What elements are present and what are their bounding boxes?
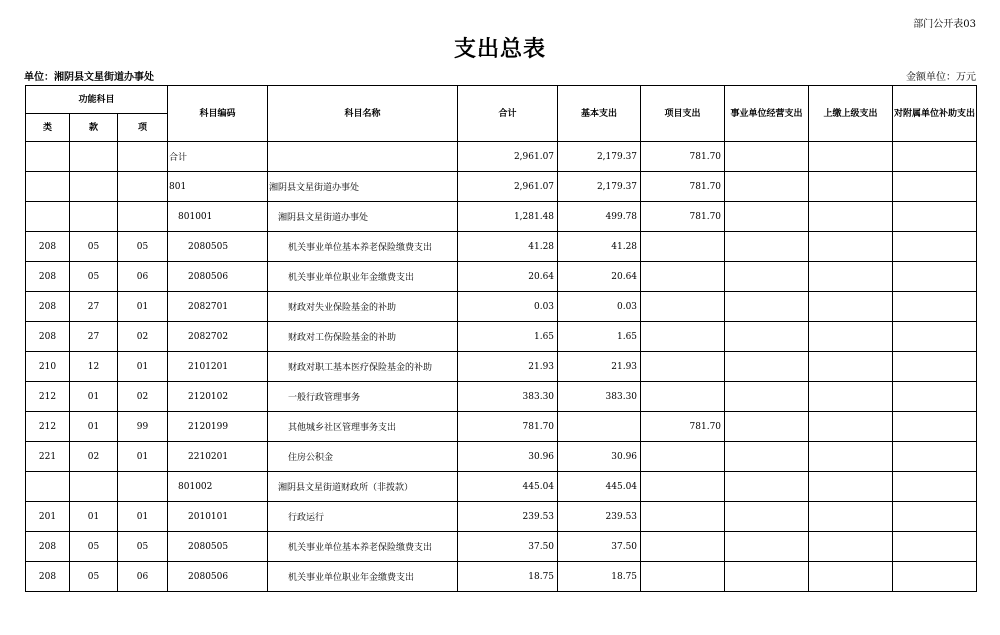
subsidy-cell xyxy=(893,562,977,592)
project-cell xyxy=(641,562,725,592)
basic-cell: 21.93 xyxy=(558,352,641,382)
basic-cell: 30.96 xyxy=(558,442,641,472)
kuan-cell: 02 xyxy=(70,442,118,472)
upper-cell xyxy=(809,262,893,292)
kuan-cell xyxy=(70,472,118,502)
lei-cell: 208 xyxy=(26,292,70,322)
business-cell xyxy=(725,232,809,262)
kuan-cell: 05 xyxy=(70,232,118,262)
total-cell: 383.30 xyxy=(458,382,558,412)
code-cell: 2080506 xyxy=(168,562,268,592)
basic-cell: 383.30 xyxy=(558,382,641,412)
code-cell: 2082701 xyxy=(168,292,268,322)
xiang-cell: 06 xyxy=(118,262,168,292)
form-number: 部门公开表03 xyxy=(913,19,976,30)
upper-cell xyxy=(809,202,893,232)
lei-cell: 208 xyxy=(26,262,70,292)
xiang-cell: 01 xyxy=(118,352,168,382)
page-title: 支出总表 xyxy=(453,37,546,62)
name-header: 科目名称 xyxy=(268,86,458,142)
lei-cell xyxy=(26,172,70,202)
total-cell: 1,281.48 xyxy=(458,202,558,232)
total-cell: 21.93 xyxy=(458,352,558,382)
upper-cell xyxy=(809,502,893,532)
xiang-cell: 05 xyxy=(118,232,168,262)
total-cell: 781.70 xyxy=(458,412,558,442)
func-subject-header: 功能科目 xyxy=(26,86,168,114)
expenditure-table xyxy=(25,85,977,592)
business-cell xyxy=(725,322,809,352)
table-header xyxy=(26,86,977,142)
name-cell: 湘阴县文星街道办事处 xyxy=(268,172,458,202)
xiang-cell: 02 xyxy=(118,382,168,412)
basic-cell: 1.65 xyxy=(558,322,641,352)
basic-cell: 2,179.37 xyxy=(558,142,641,172)
upper-cell xyxy=(809,472,893,502)
code-cell: 2080505 xyxy=(168,532,268,562)
table-row xyxy=(26,442,977,472)
name-cell: 机关事业单位基本养老保险缴费支出 xyxy=(268,532,458,562)
kuan-cell: 01 xyxy=(70,412,118,442)
kuan-cell xyxy=(70,202,118,232)
subsidy-cell xyxy=(893,412,977,442)
total-header: 合计 xyxy=(458,86,558,142)
project-cell xyxy=(641,532,725,562)
project-cell xyxy=(641,382,725,412)
business-cell xyxy=(725,262,809,292)
kuan-cell: 05 xyxy=(70,262,118,292)
name-cell: 财政对失业保险基金的补助 xyxy=(268,292,458,322)
name-cell: 财政对职工基本医疗保险基金的补助 xyxy=(268,352,458,382)
code-cell: 2120102 xyxy=(168,382,268,412)
name-cell: 湘阴县文星街道财政所（非拨款） xyxy=(268,472,458,502)
name-cell: 财政对工伤保险基金的补助 xyxy=(268,322,458,352)
business-cell xyxy=(725,292,809,322)
kuan-cell: 27 xyxy=(70,322,118,352)
subsidy-header: 对附属单位补助支出 xyxy=(893,86,977,142)
project-cell xyxy=(641,352,725,382)
subsidy-cell xyxy=(893,142,977,172)
table-row xyxy=(26,292,977,322)
project-cell xyxy=(641,232,725,262)
project-cell xyxy=(641,292,725,322)
subsidy-cell xyxy=(893,472,977,502)
subsidy-cell xyxy=(893,532,977,562)
total-cell: 239.53 xyxy=(458,502,558,532)
lei-cell: 208 xyxy=(26,232,70,262)
xiang-cell xyxy=(118,472,168,502)
name-cell: 机关事业单位职业年金缴费支出 xyxy=(268,262,458,292)
code-cell: 2010101 xyxy=(168,502,268,532)
name-cell: 其他城乡社区管理事务支出 xyxy=(268,412,458,442)
subsidy-cell xyxy=(893,382,977,412)
basic-cell: 41.28 xyxy=(558,232,641,262)
xiang-cell: 01 xyxy=(118,442,168,472)
code-header: 科目编码 xyxy=(168,86,268,142)
business-cell xyxy=(725,142,809,172)
name-cell: 湘阴县文星街道办事处 xyxy=(268,202,458,232)
basic-cell: 18.75 xyxy=(558,562,641,592)
total-cell: 20.64 xyxy=(458,262,558,292)
total-cell: 37.50 xyxy=(458,532,558,562)
unit-name: 单位：湘阴县文星街道办事处 xyxy=(24,72,154,83)
total-cell: 30.96 xyxy=(458,442,558,472)
upper-cell xyxy=(809,442,893,472)
upper-cell xyxy=(809,142,893,172)
basic-cell: 37.50 xyxy=(558,532,641,562)
lei-cell xyxy=(26,202,70,232)
lei-header: 类 xyxy=(26,114,70,142)
subsidy-cell xyxy=(893,232,977,262)
upper-header: 上缴上级支出 xyxy=(809,86,893,142)
kuan-cell: 12 xyxy=(70,352,118,382)
project-header: 项目支出 xyxy=(641,86,725,142)
project-cell: 781.70 xyxy=(641,202,725,232)
upper-cell xyxy=(809,532,893,562)
project-cell xyxy=(641,472,725,502)
lei-cell: 201 xyxy=(26,502,70,532)
code-cell: 2210201 xyxy=(168,442,268,472)
name-cell: 机关事业单位基本养老保险缴费支出 xyxy=(268,232,458,262)
lei-cell: 210 xyxy=(26,352,70,382)
basic-header: 基本支出 xyxy=(558,86,641,142)
table-row xyxy=(26,202,977,232)
xiang-cell: 05 xyxy=(118,532,168,562)
upper-cell xyxy=(809,382,893,412)
business-cell xyxy=(725,502,809,532)
table-row xyxy=(26,502,977,532)
basic-cell: 2,179.37 xyxy=(558,172,641,202)
upper-cell xyxy=(809,412,893,442)
xiang-cell xyxy=(118,172,168,202)
kuan-cell: 01 xyxy=(70,502,118,532)
upper-cell xyxy=(809,322,893,352)
upper-cell xyxy=(809,232,893,262)
project-cell xyxy=(641,442,725,472)
kuan-cell: 05 xyxy=(70,532,118,562)
total-cell: 1.65 xyxy=(458,322,558,352)
subsidy-cell xyxy=(893,352,977,382)
project-cell: 781.70 xyxy=(641,412,725,442)
subsidy-cell xyxy=(893,502,977,532)
table-row xyxy=(26,562,977,592)
table-row xyxy=(26,472,977,502)
basic-cell xyxy=(558,412,641,442)
code-cell: 2082702 xyxy=(168,322,268,352)
xiang-cell: 02 xyxy=(118,322,168,352)
business-cell xyxy=(725,442,809,472)
subsidy-cell xyxy=(893,262,977,292)
code-cell: 801001 xyxy=(168,202,268,232)
upper-cell xyxy=(809,292,893,322)
business-cell xyxy=(725,382,809,412)
total-cell: 18.75 xyxy=(458,562,558,592)
subsidy-cell xyxy=(893,172,977,202)
table-row xyxy=(26,142,977,172)
total-cell: 445.04 xyxy=(458,472,558,502)
project-cell: 781.70 xyxy=(641,172,725,202)
basic-cell: 499.78 xyxy=(558,202,641,232)
lei-cell: 208 xyxy=(26,532,70,562)
table-row xyxy=(26,172,977,202)
xiang-cell xyxy=(118,142,168,172)
xiang-cell: 01 xyxy=(118,502,168,532)
business-header: 事业单位经营支出 xyxy=(725,86,809,142)
total-cell: 2,961.07 xyxy=(458,142,558,172)
code-cell: 2080505 xyxy=(168,232,268,262)
subsidy-cell xyxy=(893,322,977,352)
business-cell xyxy=(725,202,809,232)
project-cell xyxy=(641,322,725,352)
table-row xyxy=(26,262,977,292)
subsidy-cell xyxy=(893,202,977,232)
code-cell: 2080506 xyxy=(168,262,268,292)
lei-cell: 221 xyxy=(26,442,70,472)
name-cell: 住房公积金 xyxy=(268,442,458,472)
business-cell xyxy=(725,532,809,562)
xiang-cell: 06 xyxy=(118,562,168,592)
lei-cell: 212 xyxy=(26,412,70,442)
upper-cell xyxy=(809,172,893,202)
kuan-cell xyxy=(70,142,118,172)
xiang-cell: 99 xyxy=(118,412,168,442)
xiang-cell: 01 xyxy=(118,292,168,322)
code-cell: 801002 xyxy=(168,472,268,502)
table-row xyxy=(26,352,977,382)
business-cell xyxy=(725,352,809,382)
name-cell: 一般行政管理事务 xyxy=(268,382,458,412)
business-cell xyxy=(725,172,809,202)
xiang-header: 项 xyxy=(118,114,168,142)
code-cell: 801 xyxy=(168,172,268,202)
basic-cell: 445.04 xyxy=(558,472,641,502)
subsidy-cell xyxy=(893,292,977,322)
table-row xyxy=(26,412,977,442)
name-cell xyxy=(268,142,458,172)
kuan-header: 款 xyxy=(70,114,118,142)
basic-cell: 0.03 xyxy=(558,292,641,322)
table-row xyxy=(26,322,977,352)
currency-unit: 金额单位：万元 xyxy=(906,72,976,83)
kuan-cell xyxy=(70,172,118,202)
total-cell: 41.28 xyxy=(458,232,558,262)
business-cell xyxy=(725,412,809,442)
lei-cell xyxy=(26,142,70,172)
kuan-cell: 27 xyxy=(70,292,118,322)
table-row xyxy=(26,232,977,262)
project-cell xyxy=(641,262,725,292)
kuan-cell: 01 xyxy=(70,382,118,412)
lei-cell: 208 xyxy=(26,322,70,352)
code-cell: 2101201 xyxy=(168,352,268,382)
lei-cell xyxy=(26,472,70,502)
table-body xyxy=(26,142,977,592)
project-cell: 781.70 xyxy=(641,142,725,172)
project-cell xyxy=(641,502,725,532)
total-cell: 2,961.07 xyxy=(458,172,558,202)
name-cell: 机关事业单位职业年金缴费支出 xyxy=(268,562,458,592)
business-cell xyxy=(725,562,809,592)
subsidy-cell xyxy=(893,442,977,472)
name-cell: 行政运行 xyxy=(268,502,458,532)
upper-cell xyxy=(809,352,893,382)
basic-cell: 20.64 xyxy=(558,262,641,292)
basic-cell: 239.53 xyxy=(558,502,641,532)
lei-cell: 212 xyxy=(26,382,70,412)
lei-cell: 208 xyxy=(26,562,70,592)
kuan-cell: 05 xyxy=(70,562,118,592)
table-row xyxy=(26,382,977,412)
total-cell: 0.03 xyxy=(458,292,558,322)
xiang-cell xyxy=(118,202,168,232)
code-cell: 合计 xyxy=(168,142,268,172)
business-cell xyxy=(725,472,809,502)
table-row xyxy=(26,532,977,562)
code-cell: 2120199 xyxy=(168,412,268,442)
upper-cell xyxy=(809,562,893,592)
